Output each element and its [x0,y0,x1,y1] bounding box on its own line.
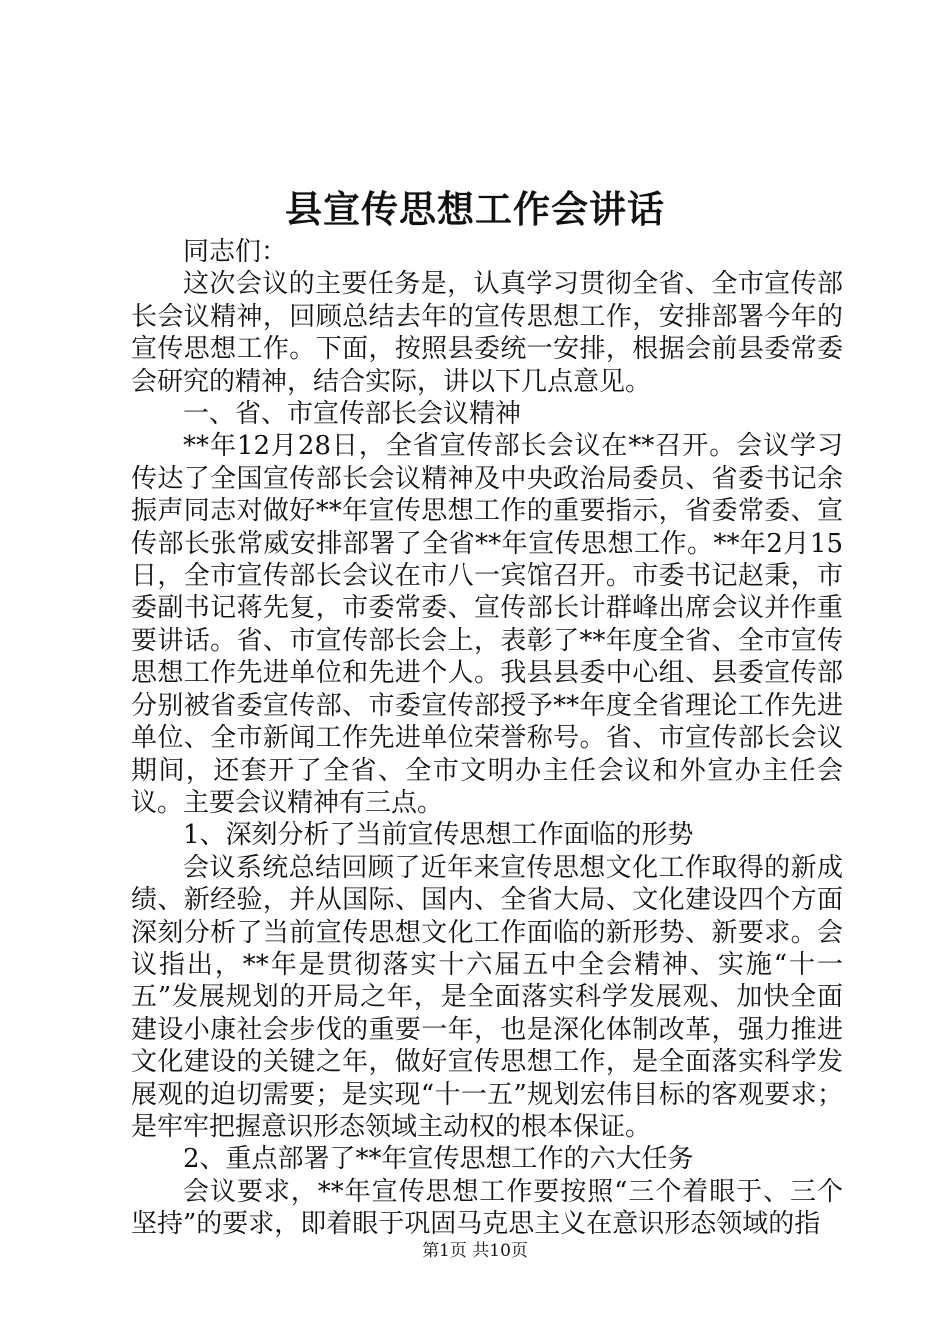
section-heading: 一、省、市宣传部长会议精神 [183,399,522,430]
subsection-heading: 2、重点部署了**年宣传思想工作的六大任务 [183,1144,694,1175]
salutation: 同志们： [183,237,288,267]
paragraph: 会议要求，**年宣传思想工作要按照“三个着眼于、三个坚持”的要求，即着眼于巩固马克思主义在意识形态领域的指 [131,1176,843,1240]
page-indicator: 第1页 共10页 [422,1241,528,1261]
subsection-heading: 1、深刻分析了当前宣传思想工作面临的形势 [183,820,694,851]
paragraph: 这次会议的主要任务是，认真学习贯彻全省、全市宣传部长会议精神，回顾总结去年的宣传思想工作，安排部署今年的宣传思想工作。下面，按照县委统一安排，根据会前县委常委会研究的精神，结合实际，讲以下几点意见。 [131,269,843,397]
paragraph: 会议系统总结回顾了近年来宣传思想文化工作取得的新成绩、新经验，并从国际、国内、全省大局、文化建设四个方面深刻分析了当前宣传思想文化工作面临的新形势、新要求。会议指出，**年是贯彻落实十六届五中全会精神、实施“十一五”发展规划的开局之年，是全面落实科学发展观、加快全面建设小康社会步伐的重要一年，也是深化体制改革，强力推进文化建设的关键之年，做好宣传思想工作，是全面落实科学发展观的迫切需要；是实现“十一五”规划宏伟目标的客观要求；是牢牢把握意识形态领域主动权的根本保证。 [131,852,843,1142]
paragraph: **年12月28日，全省宣传部长会议在**召开。会议学习传达了全国宣传部长会议精神及中央政治局委员、省委书记余振声同志对做好**年宣传思想工作的重要指示，省委常委、宣传部长张常威安排部署了全省**年宣传思想工作。**年2月15日，全市宣传部长会议在市八一宾馆召开。市委书记赵秉，市委副书记蒋先复，市委常委、宣传部长计群峰出席会议并作重要讲话。省、市宣传部长会上，表彰了**年度全省、全市宣传思想工作先进单位和先进个人。我县县委中心组、县委宣传部分别被省委宣传部、市委宣传部授予**年度全省理论工作先进单位、全市新闻工作先进单位荣誉称号。省、市宣传部长会议期间，还套开了全省、全市文明办主任会议和外宣办主任会议。主要会议精神有三点。 [131,431,843,818]
document-title: 县宣传思想工作会讲话 [285,187,665,231]
document-body [131,236,843,1241]
